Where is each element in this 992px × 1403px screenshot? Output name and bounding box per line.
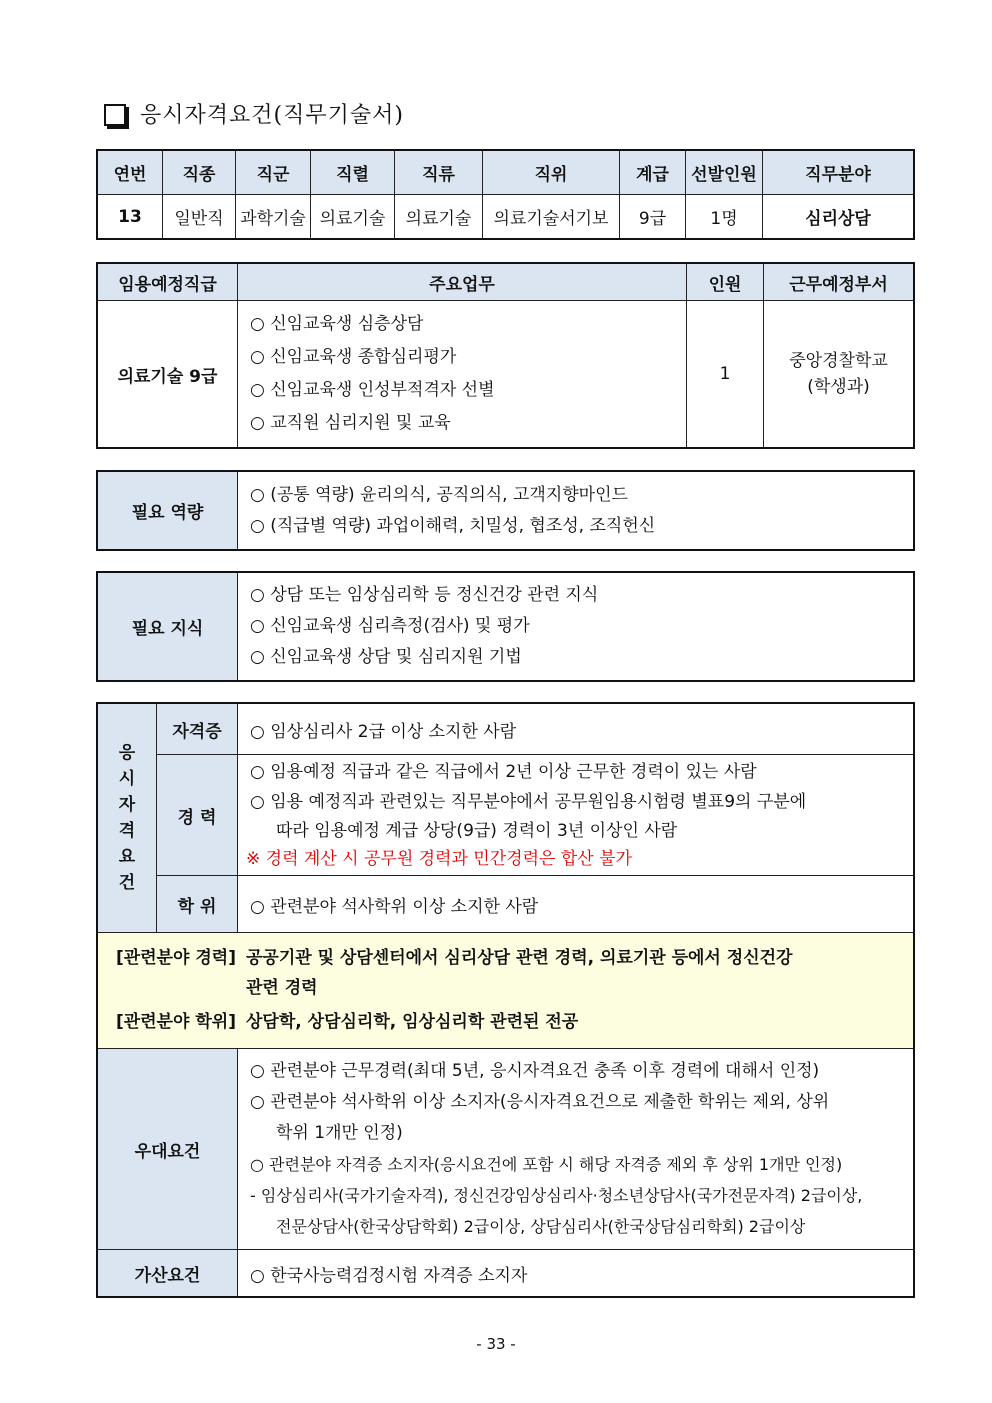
header-cell: 인원 [687, 264, 764, 301]
related-career-line: 공공기관 및 상담센터에서 심리상담 관련 경력, 의료기관 등에서 정신건강 [246, 947, 793, 968]
preference-line: 학위 1개만 인정) [276, 1123, 403, 1143]
duties-cell [238, 301, 687, 448]
vertical-char: 건 [118, 873, 136, 893]
list-item: ○ (직급별 역량) 과업이해력, 치밀성, 협조성, 조직헌신 [250, 515, 656, 536]
preference-line: - 임상심리사(국가기술자격), 정신건강임상심리사·청소년상담사(국가전문자격) 2급이상, [250, 1186, 863, 1205]
header-cell: 직무분야 [763, 151, 914, 195]
header-cell: 직군 [236, 151, 311, 195]
table-cell: 9급 [620, 195, 686, 239]
table-cell: 13 [98, 195, 163, 239]
list-item: ○ 상담 또는 임상심리학 등 정신건강 관련 지식 [250, 585, 599, 605]
checkbox-icon [104, 104, 126, 126]
list-item: ○ 신임교육생 상담 및 심리지원 기법 [250, 647, 522, 667]
header-cell: 계급 [620, 151, 686, 195]
header-cell: 주요업무 [238, 264, 687, 301]
vertical-char: 요 [118, 847, 136, 867]
preference-line: 전문상담사(한국상담학회) 2급이상, 상담심리사(한국상담심리학회) 2급이상 [276, 1217, 806, 1236]
preference-cell [238, 1049, 914, 1250]
header-cell: 선발인원 [686, 151, 763, 195]
table-cell: 과학기술 [236, 195, 311, 239]
vertical-char: 격 [118, 821, 136, 841]
knowledge-label: 필요 지식 [98, 573, 238, 681]
list-item: ○ 교직원 심리지원 및 교육 [250, 413, 451, 433]
header-cell: 직렬 [311, 151, 395, 195]
preference-label: 우대요건 [98, 1049, 238, 1250]
duties-table [97, 263, 914, 448]
header-cell: 직위 [483, 151, 620, 195]
bonus-label: 가산요건 [98, 1250, 238, 1297]
page-title-text: 응시자격요건(직무기술서) [140, 103, 404, 128]
related-career-text [246, 943, 792, 1003]
table-cell: 의료기술 [311, 195, 395, 239]
degree-label: 학 위 [157, 876, 238, 933]
related-career-line: 관련 경력 [246, 977, 318, 998]
list-item: ○ (공통 역량) 윤리의식, 공직의식, 고객지향마인드 [250, 484, 628, 505]
requirements-vertical-label [98, 704, 157, 933]
related-degree-text: 상담학, 상담심리학, 임상심리학 관련된 전공 [246, 1011, 579, 1032]
table-cell: 의료기술서기보 [483, 195, 620, 239]
header-cell: 직류 [395, 151, 483, 195]
career-label: 경 력 [157, 755, 238, 876]
header-cell: 연번 [98, 151, 163, 195]
table-cell: 1명 [686, 195, 763, 239]
header-cell: 임용예정직급 [98, 264, 238, 301]
grade-cell: 의료기술 9급 [98, 301, 238, 448]
page-title [104, 98, 404, 129]
license-text: ○ 임상심리사 2급 이상 소지한 사람 [238, 704, 914, 755]
career-line: 따라 임용예정 계급 상당(9급) 경력이 3년 이상인 사람 [276, 821, 678, 841]
list-item: ○ 신임교육생 심리측정(검사) 및 평가 [250, 616, 530, 636]
related-field-cell [98, 933, 914, 1049]
dept-name: 중앙경찰학교 [789, 351, 888, 371]
vertical-char: 시 [118, 769, 136, 789]
knowledge-table [97, 572, 914, 681]
license-label: 자격증 [157, 704, 238, 755]
career-cell [238, 755, 914, 876]
requirements-table [97, 703, 914, 1297]
header-cell: 직종 [163, 151, 236, 195]
list-item: ○ 신임교육생 인성부적격자 선별 [250, 380, 495, 400]
competency-table [97, 471, 914, 550]
vertical-char: 자 [118, 795, 136, 815]
vertical-char: 응 [118, 743, 136, 763]
preference-line: ○ 관련분야 자격증 소지자(응시요건에 포함 시 해당 자격증 제외 후 상위 1개만 인정) [250, 1155, 843, 1174]
list-item: ○ 신임교육생 종합심리평가 [250, 347, 457, 367]
position-table [97, 150, 914, 239]
page-number: - 33 - [476, 1335, 516, 1353]
degree-text: ○ 관련분야 석사학위 이상 소지한 사람 [238, 876, 914, 933]
knowledge-cell [238, 573, 914, 681]
dept-sub: (학생과) [807, 377, 870, 397]
table-cell: 심리상담 [763, 195, 914, 239]
count-cell: 1 [687, 301, 764, 448]
career-note: ※ 경력 계산 시 공무원 경력과 민간경력은 합산 불가 [246, 849, 632, 869]
related-degree-label: [관련분야 학위] [116, 1011, 236, 1032]
related-career-label: [관련분야 경력] [116, 947, 236, 968]
preference-line: ○ 관련분야 근무경력(최대 5년, 응시자격요건 충족 이후 경력에 대해서 인정) [250, 1061, 820, 1081]
table-cell: 일반직 [163, 195, 236, 239]
bonus-text: ○ 한국사능력검정시험 자격증 소지자 [238, 1250, 914, 1297]
competency-cell [238, 472, 914, 550]
competency-label: 필요 역량 [98, 472, 238, 550]
table-cell: 의료기술 [395, 195, 483, 239]
career-line: ○ 임용예정 직급과 같은 직급에서 2년 이상 근무한 경력이 있는 사람 [250, 762, 757, 782]
career-line: ○ 임용 예정직과 관련있는 직무분야에서 공무원임용시험령 별표9의 구분에 [250, 792, 807, 812]
header-cell: 근무예정부서 [764, 264, 914, 301]
dept-cell [764, 301, 914, 448]
list-item: ○ 신임교육생 심층상담 [250, 314, 424, 334]
preference-line: ○ 관련분야 석사학위 이상 소지자(응시자격요건으로 제출한 학위는 제외, 상위 [250, 1092, 830, 1112]
